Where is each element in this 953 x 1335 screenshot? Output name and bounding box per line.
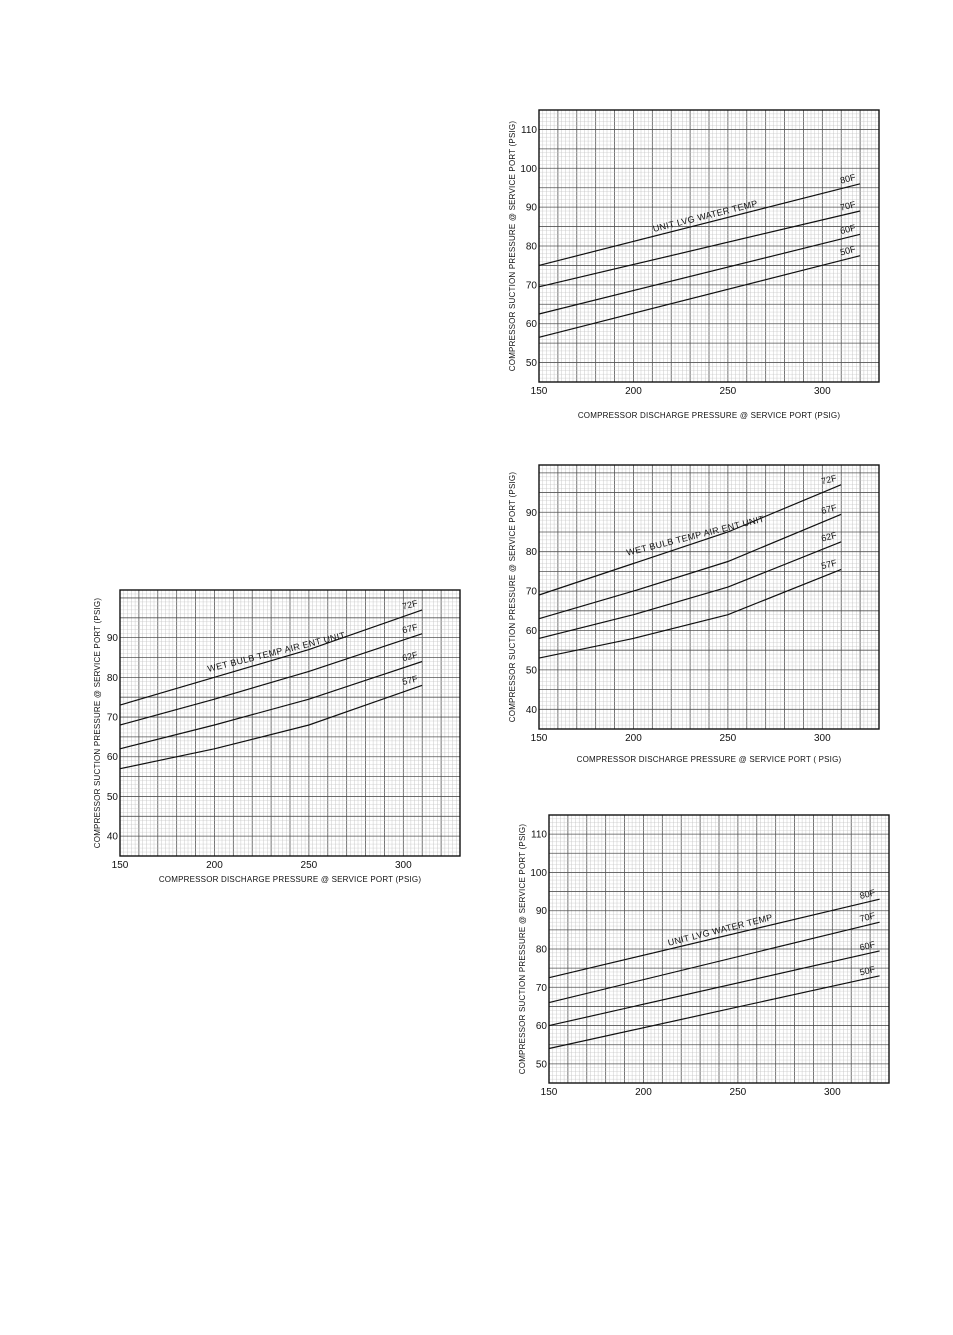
chart-top-right xyxy=(505,100,885,430)
x-axis-label: COMPRESSOR DISCHARGE PRESSURE @ SERVICE PORT ( PSIG) xyxy=(576,755,842,764)
y-tick-label: 90 xyxy=(535,906,547,918)
y-tick-label: 60 xyxy=(106,752,118,764)
curve-family-title: WET BULB TEMP AIR ENT UNIT xyxy=(625,513,766,558)
series-label-80F: 80F xyxy=(839,172,857,186)
y-tick-label: 40 xyxy=(106,831,118,843)
chart-middle-right-svg xyxy=(505,455,885,770)
series-label-50F: 50F xyxy=(839,243,857,258)
y-tick-label: 70 xyxy=(535,982,547,994)
curve-family-title: WET BULB TEMP AIR ENT UNIT xyxy=(206,629,347,674)
chart-left xyxy=(90,580,470,890)
x-tick-label: 200 xyxy=(625,733,642,744)
x-tick-label: 200 xyxy=(625,386,642,397)
series-label-62F: 62F xyxy=(820,530,838,544)
y-tick-label: 50 xyxy=(106,791,118,803)
y-tick-label: 60 xyxy=(535,1021,547,1033)
x-tick-label: 250 xyxy=(300,860,318,871)
y-tick-label: 110 xyxy=(521,124,537,136)
series-label-72F: 72F xyxy=(820,472,838,487)
chart-top-right-svg xyxy=(505,100,885,430)
y-tick-label: 60 xyxy=(525,319,537,331)
series-label-60F: 60F xyxy=(858,939,877,953)
x-tick-label: 200 xyxy=(635,1087,652,1098)
x-tick-label: 300 xyxy=(813,733,831,744)
y-tick-label: 70 xyxy=(525,586,537,598)
y-tick-label: 50 xyxy=(525,665,537,677)
x-tick-label: 300 xyxy=(813,386,831,397)
y-tick-label: 50 xyxy=(535,1059,547,1071)
y-axis-label: COMPRESSOR SUCTION PRESSURE @ SERVICE PORT (PSIG) xyxy=(518,823,527,1075)
chart-middle-right xyxy=(505,455,885,770)
series-label-67F: 67F xyxy=(401,621,419,636)
x-tick-label: 150 xyxy=(540,1087,558,1098)
x-tick-label: 150 xyxy=(530,386,548,397)
plot-grid xyxy=(539,110,879,382)
y-tick-label: 80 xyxy=(525,241,537,253)
x-tick-label: 300 xyxy=(394,860,412,871)
x-tick-label: 150 xyxy=(111,860,129,871)
y-tick-label: 40 xyxy=(525,704,537,716)
curve-family-title: UNIT LVG WATER TEMP xyxy=(666,912,774,948)
series-label-80F: 80F xyxy=(858,887,877,901)
y-axis-label: COMPRESSOR SUCTION PRESSURE @ SERVICE PORT (PSIG) xyxy=(508,471,517,723)
x-axis-label: COMPRESSOR DISCHARGE PRESSURE @ SERVICE PORT (PSIG) xyxy=(577,411,841,420)
series-label-57F: 57F xyxy=(820,557,838,572)
x-axis-label: COMPRESSOR DISCHARGE PRESSURE @ SERVICE PORT (PSIG) xyxy=(158,875,422,884)
x-tick-label: 200 xyxy=(206,860,223,871)
y-tick-label: 60 xyxy=(525,625,537,637)
chart-left-svg xyxy=(90,580,470,890)
x-tick-label: 300 xyxy=(823,1087,841,1098)
chart-bottom-right-svg xyxy=(515,805,895,1105)
y-tick-label: 90 xyxy=(525,507,537,519)
y-tick-label: 50 xyxy=(525,358,537,370)
series-label-62F: 62F xyxy=(401,649,419,664)
y-tick-label: 80 xyxy=(525,547,537,559)
y-tick-label: 80 xyxy=(106,672,118,684)
y-tick-label: 110 xyxy=(531,829,547,841)
y-tick-label: 70 xyxy=(525,280,537,292)
x-tick-label: 250 xyxy=(719,733,737,744)
curve-family-title: UNIT LVG WATER TEMP xyxy=(651,198,759,234)
series-label-72F: 72F xyxy=(401,598,419,612)
y-tick-label: 70 xyxy=(106,712,118,724)
series-label-60F: 60F xyxy=(839,222,857,237)
series-line-80F xyxy=(539,184,860,266)
series-label-50F: 50F xyxy=(858,964,877,978)
y-tick-label: 100 xyxy=(520,163,537,175)
chart-bottom-right xyxy=(515,805,895,1105)
y-tick-label: 100 xyxy=(530,867,547,879)
x-tick-label: 250 xyxy=(719,386,737,397)
series-label-70F: 70F xyxy=(839,199,857,213)
y-axis-label: COMPRESSOR SUCTION PRESSURE @ SERVICE PORT (PSIG) xyxy=(93,597,102,849)
y-tick-label: 90 xyxy=(525,202,537,214)
x-tick-label: 150 xyxy=(530,733,548,744)
y-axis-label: COMPRESSOR SUCTION PRESSURE @ SERVICE PORT (PSIG) xyxy=(508,120,517,372)
y-tick-label: 80 xyxy=(535,944,547,956)
series-line-50F xyxy=(549,976,880,1049)
series-label-67F: 67F xyxy=(820,502,838,516)
series-label-57F: 57F xyxy=(401,673,419,687)
y-tick-label: 90 xyxy=(106,633,118,645)
series-label-70F: 70F xyxy=(858,910,877,924)
plot-grid xyxy=(549,815,889,1083)
x-tick-label: 250 xyxy=(729,1087,747,1098)
